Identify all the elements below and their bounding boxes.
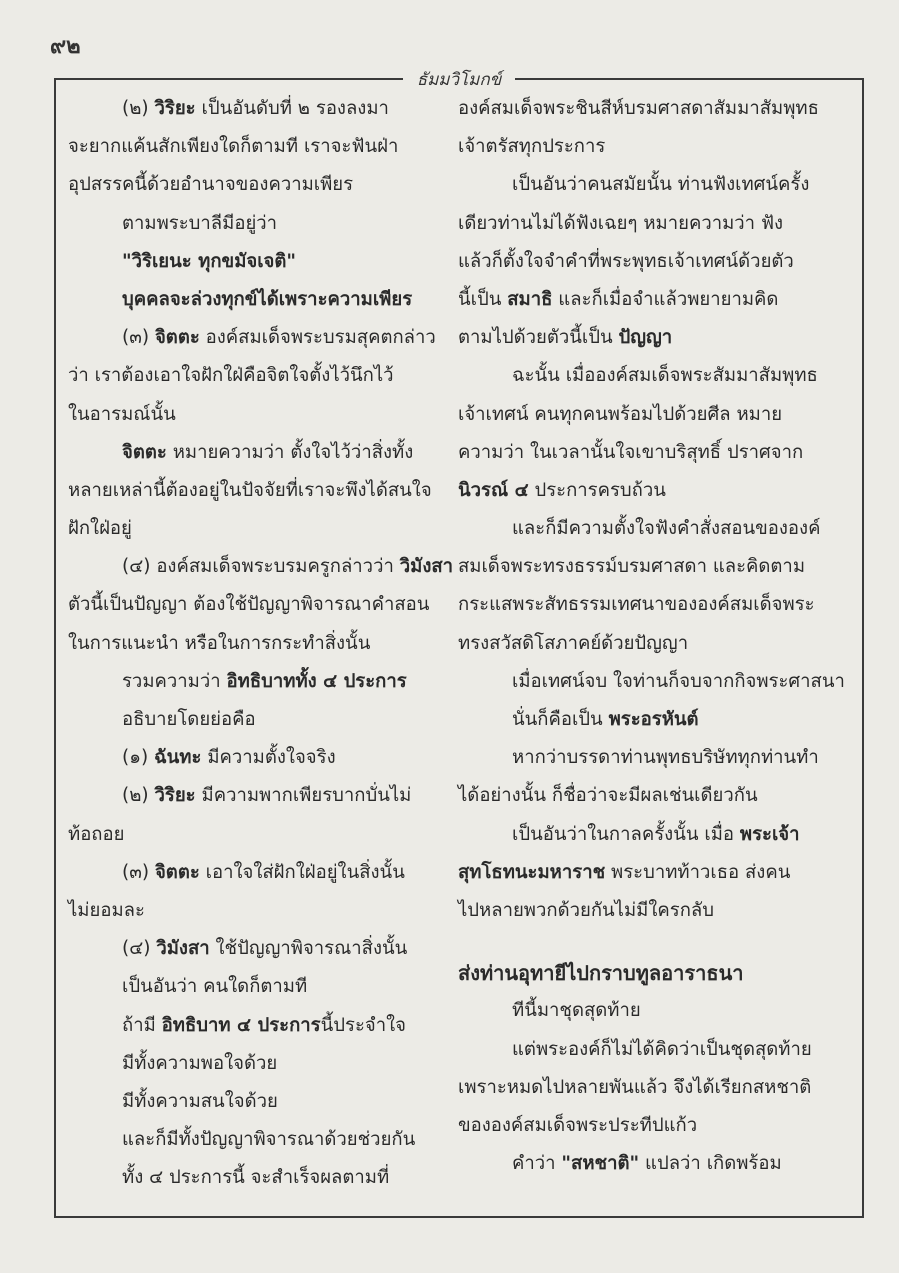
text-line (68, 739, 438, 777)
text-line: เดียวท่านไม่ได้ฟังเฉยๆ หมายความว่า ฟัง (458, 212, 784, 234)
text-line: ได้อย่างนั้น ก็ชื่อว่าจะมีผลเช่นเดียวกัน (458, 785, 758, 807)
bold-term: จิตตะ (122, 441, 167, 463)
text-line: ทั้ง ๔ ประการนี้ จะสำเร็จผลตามที่ (122, 1167, 390, 1189)
text-line: มีทั้งความสนใจด้วย (122, 1090, 278, 1112)
text-line: ทรงสวัสดิโสภาคย์ด้วยปัญญา (458, 632, 689, 654)
text-line: ขององค์สมเด็จพระประทีปแก้ว (458, 1114, 698, 1136)
text-line (458, 1145, 850, 1183)
text-line: อุปสรรคนี้ด้วยอำนาจของความเพียร (68, 174, 354, 196)
text-line (458, 281, 850, 319)
text-span: (๒) (122, 98, 155, 119)
text-line: เป็นอันว่า คนใดก็ตามที (122, 976, 308, 998)
text-span: นั่นก็คือเป็น (512, 709, 609, 730)
text-line: และก็มีความตั้งใจฟังคำสั่งสอนขององค์ (512, 518, 821, 540)
bold-term: วิมังสา (399, 556, 454, 578)
bold-term: วิริยะ (154, 785, 196, 807)
text-line (68, 1007, 438, 1045)
text-line: จะยากแค้นสักเพียงใดก็ตามที เราจะฟันฝ่า (68, 136, 399, 158)
text-line (68, 90, 438, 128)
left-column (68, 90, 454, 1196)
text-span: นี้เป็น (458, 288, 508, 310)
text-line (68, 548, 454, 586)
text-span: นี้ประจำใจ (320, 1014, 406, 1036)
text-line (68, 434, 438, 472)
text-line: ท้อถอย (68, 823, 125, 845)
text-span: ประการครบถ้วน (528, 479, 666, 501)
text-line: เป็นอันว่าคนสมัยนั้น ท่านฟังเทศน์ครั้ง (512, 174, 810, 196)
text-span: (๔) องค์สมเด็จพระบรมครูกล่าวว่า (122, 556, 400, 578)
text-line (68, 777, 438, 815)
text-span: หมายความว่า ตั้งใจไว้ว่าสิ่งทั้ง (166, 441, 414, 463)
running-header-title: ธัมมวิโมกข์ (403, 70, 516, 90)
text-line (458, 319, 850, 357)
running-header (56, 66, 862, 93)
text-line (458, 854, 850, 892)
text-line: หลายเหล่านี้ต้องอยู่ในปัจจัยที่เราจะพึงได้สนใจ (68, 479, 432, 501)
text-line: ไปหลายพวกด้วยกันไม่มีใครกลับ (458, 899, 715, 921)
text-line: แล้วก็ตั้งใจจำคำที่พระพุทธเจ้าเทศน์ด้วยตัว (458, 250, 794, 272)
text-line: องค์สมเด็จพระชินสีห์บรมศาสดาสัมมาสัมพุทธ (458, 98, 819, 119)
bold-term: อิทธิบาท ๔ ประการ (161, 1014, 321, 1036)
text-span: เป็นอันว่าในกาลครั้งนั้น เมื่อ (512, 823, 740, 845)
text-line: ในอารมณ์นั้น (68, 403, 176, 425)
text-line: หากว่าบรรดาท่านพุทธบริษัททุกท่านทำ (512, 747, 819, 769)
bold-term: วิมังสา (156, 938, 210, 960)
bold-term: สุทโธทนะมหาราช (458, 861, 606, 883)
text-line (68, 854, 438, 892)
bold-term: วิริยะ (154, 98, 196, 119)
text-line: เจ้าตรัสทุกประการ (458, 136, 606, 158)
text-line: กระแสพระสัทธรรมเทศนาขององค์สมเด็จพระ (458, 594, 815, 616)
text-span: มีความพากเพียรบากบั่นไม่ (195, 785, 412, 807)
text-line: อธิบายโดยย่อคือ (122, 709, 256, 730)
text-line: ไม่ยอมละ (68, 899, 145, 921)
text-span: (๓) (122, 327, 155, 349)
text-span: ถ้ามี (122, 1014, 162, 1036)
page-number: ๙๒ (50, 34, 81, 59)
text-span: ตามไปด้วยตัวนี้เป็น (458, 327, 619, 349)
bold-term: จิตตะ (154, 327, 200, 349)
text-line: มีทั้งความพอใจด้วย (122, 1052, 278, 1074)
text-line: สมเด็จพระทรงธรรม์บรมศาสดา และคิดตาม (458, 556, 806, 578)
bold-term: อิทธิบาททั้ง ๔ ประการ (226, 670, 407, 692)
text-span: แปลว่า เกิดพร้อม (639, 1153, 782, 1175)
text-span: ใช้ปัญญาพิจารณาสิ่งนั้น (209, 938, 408, 960)
text-span: เอาใจใส่ฝักใฝ่อยู่ในสิ่งนั้น (199, 861, 405, 883)
text-line (458, 816, 850, 854)
bold-term: นิวรณ์ ๔ (458, 479, 529, 501)
text-span: เป็นอันดับที่ ๒ รองลงมา (195, 98, 389, 119)
section-spacer (458, 930, 850, 954)
text-line: ตามพระบาลีมีอยู่ว่า (122, 212, 278, 234)
text-span: คำว่า (512, 1153, 562, 1175)
text-span: (๓) (122, 861, 155, 883)
text-line: ความว่า ในเวลานั้นใจเขาบริสุทธิ์ ปราศจาก (458, 441, 804, 463)
text-line: และก็มีทั้งปัญญาพิจารณาด้วยช่วยกัน (122, 1129, 416, 1151)
text-line: ว่า เราต้องเอาใจฝักใฝ่คือจิตใจตั้งไว้นึกไว้ (68, 365, 394, 387)
text-line (68, 319, 438, 357)
text-span: รวมความว่า (122, 670, 227, 692)
text-line: ในการแนะนำ หรือในการกระทำสิ่งนั้น (68, 632, 371, 654)
text-span: (๔) (122, 938, 157, 960)
text-span: และก็เมื่อจำแล้วพยายามคิด (552, 288, 779, 310)
text-line: ฝักใฝ่อยู่ (68, 518, 132, 540)
bold-term: ปัญญา (618, 327, 673, 349)
text-span: มีความตั้งใจจริง (201, 747, 336, 769)
text-span: (๒) (122, 785, 155, 807)
bold-term: สมาธิ (507, 288, 553, 310)
text-span: พระบาทท้าวเธอ ส่งคน (605, 861, 791, 883)
text-line: ทีนี้มาชุดสุดท้าย (512, 1000, 641, 1022)
bold-term: "สหชาติ" (561, 1153, 640, 1175)
text-line: แต่พระองค์ก็ไม่ได้คิดว่าเป็นชุดสุดท้าย (512, 1038, 812, 1060)
text-line: เพราะหมดไปหลายพันแล้ว จึงได้เรียกสหชาติ (458, 1076, 812, 1098)
right-column (458, 90, 850, 1196)
bold-term: พระอรหันต์ (608, 709, 699, 730)
text-line: เมื่อเทศน์จบ ใจท่านก็จบจากกิจพระศาสนา (512, 670, 845, 692)
bold-term: พระเจ้า (739, 823, 800, 845)
pali-translation: บุคคลจะล่วงทุกข์ได้เพราะความเพียร (122, 288, 413, 310)
bold-term: จิตตะ (154, 861, 200, 883)
text-span: (๑) (122, 747, 155, 769)
pali-quote: "วิริเยนะ ทุกขมัจเจติ" (122, 250, 297, 272)
text-span: องค์สมเด็จพระบรมสุคตกล่าว (199, 327, 436, 349)
text-line (458, 472, 850, 510)
text-line (68, 663, 438, 701)
bold-term: ฉันทะ (154, 747, 202, 769)
text-frame (54, 70, 864, 1218)
text-line (458, 701, 850, 739)
text-line: เจ้าเทศน์ คนทุกคนพร้อมไปด้วยศีล หมาย (458, 403, 783, 425)
text-line: ฉะนั้น เมื่อองค์สมเด็จพระสัมมาสัมพุทธ (512, 365, 818, 387)
text-line: ตัวนี้เป็นปัญญา ต้องใช้ปัญญาพิจารณาคำสอน (68, 594, 430, 616)
text-line (68, 930, 438, 968)
section-heading: ส่งท่านอุทายีไปกราบทูลอาราธนา (458, 961, 744, 986)
